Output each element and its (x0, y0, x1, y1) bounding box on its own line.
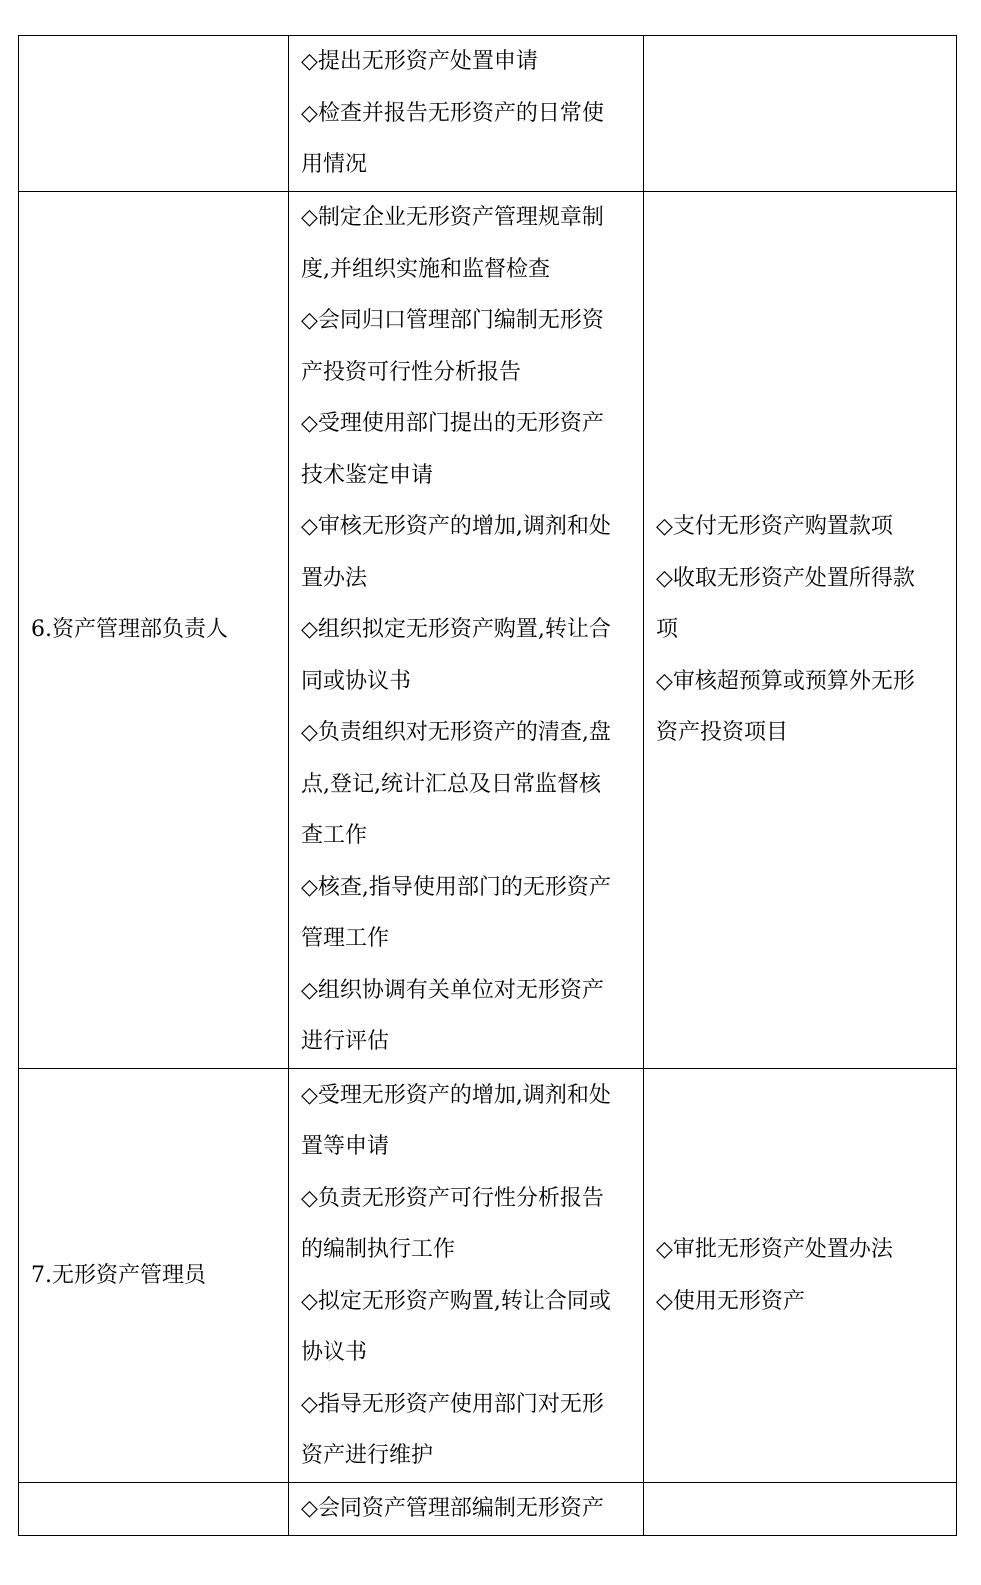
duties-cell (289, 192, 644, 1069)
duty-line: 置等申请 (301, 1134, 390, 1159)
authority-line: ◇使用无形资产 (656, 1288, 805, 1314)
authority-cell (644, 192, 957, 1069)
table-body (19, 36, 957, 1536)
duties-cell (289, 36, 644, 192)
duty-line: ◇组织协调有关单位对无形资产 (301, 977, 604, 1003)
duty-line: 资产进行维护 (301, 1443, 434, 1468)
duty-line: ◇制定企业无形资产管理规章制 (301, 205, 604, 231)
duty-line: ◇受理使用部门提出的无形资产 (301, 411, 604, 437)
authority-cell (644, 36, 957, 192)
table-row (19, 192, 957, 1069)
table-row (19, 1069, 957, 1483)
duty-line: 的编制执行工作 (301, 1237, 456, 1262)
duty-line: 查工作 (301, 823, 368, 849)
duty-line: ◇负责无形资产可行性分析报告 (301, 1185, 604, 1211)
role-label: 7.无形资产管理员 (31, 1262, 206, 1288)
duty-line: ◇拟定无形资产购置,转让合同或 (301, 1288, 611, 1314)
role-cell (19, 1483, 289, 1536)
duty-line: ◇受理无形资产的增加,调剂和处 (301, 1082, 611, 1108)
table-row (19, 36, 957, 192)
authority-line: 项 (656, 617, 679, 643)
authority-line: 资产投资项目 (656, 720, 789, 746)
table-row (19, 1483, 957, 1536)
authority-line: ◇审批无形资产处置办法 (656, 1237, 893, 1262)
duty-line: 度,并组织实施和监督检查 (301, 256, 550, 282)
authority-cell (644, 1483, 957, 1536)
duty-line: ◇组织拟定无形资产购置,转让合 (301, 617, 611, 643)
duty-line: 置办法 (301, 565, 368, 591)
authority-line: ◇审核超预算或预算外无形 (656, 668, 915, 694)
duty-line: 用情况 (301, 152, 368, 178)
role-cell (19, 36, 289, 192)
duty-line: 技术鉴定申请 (301, 462, 434, 488)
duty-line: ◇审核无形资产的增加,调剂和处 (301, 514, 611, 540)
duty-line: ◇会同归口管理部门编制无形资 (301, 308, 604, 334)
authority-line: ◇支付无形资产购置款项 (656, 514, 893, 540)
duties-cell (289, 1069, 644, 1483)
role-cell (19, 1069, 289, 1483)
duty-line: ◇核查,指导使用部门的无形资产 (301, 874, 611, 900)
duty-line: 进行评估 (301, 1029, 390, 1055)
responsibility-table (18, 35, 957, 1536)
duty-line: 产投资可行性分析报告 (301, 359, 522, 385)
duty-line: ◇检查并报告无形资产的日常使 (301, 100, 604, 126)
duty-line: 协议书 (301, 1340, 368, 1365)
duty-line: ◇指导无形资产使用部门对无形 (301, 1391, 604, 1417)
duty-line: 同或协议书 (301, 668, 412, 694)
authority-line: ◇收取无形资产处置所得款 (656, 565, 915, 591)
authority-cell (644, 1069, 957, 1483)
role-cell (19, 192, 289, 1069)
duties-cell (289, 1483, 644, 1536)
role-label: 6.资产管理部负责人 (31, 617, 228, 643)
duty-line: ◇负责组织对无形资产的清查,盘 (301, 720, 611, 746)
duty-line: 点,登记,统计汇总及日常监督核 (301, 771, 601, 797)
duty-line: 管理工作 (301, 926, 390, 952)
duty-line: ◇会同资产管理部编制无形资产 (301, 1496, 604, 1521)
duty-line: ◇提出无形资产处置申请 (301, 49, 538, 75)
